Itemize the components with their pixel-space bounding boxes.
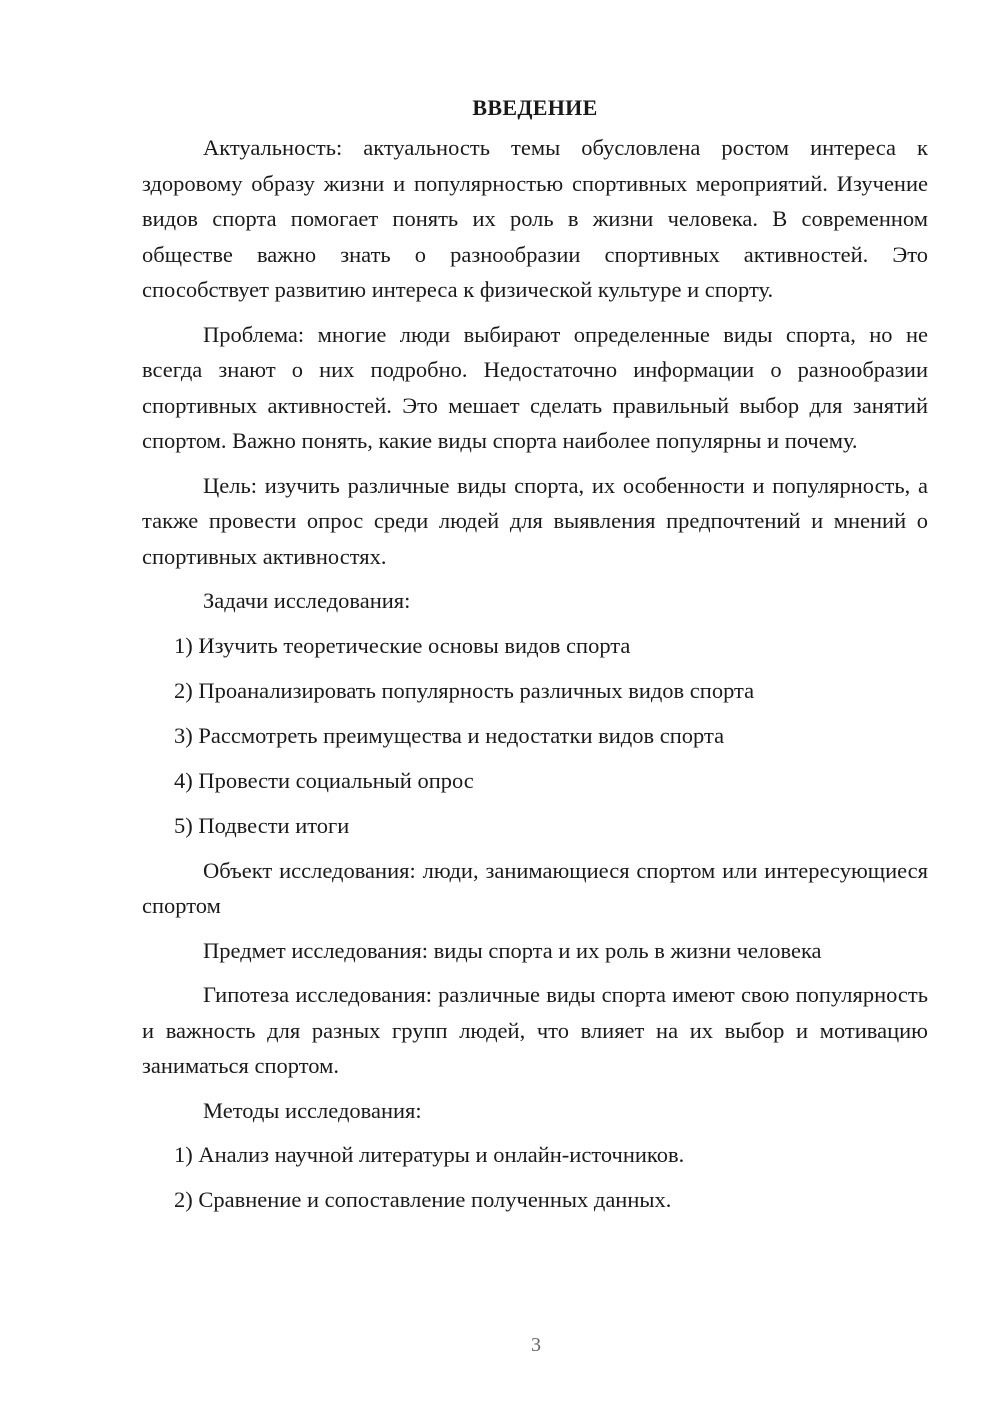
tasks-heading: Задачи исследования: xyxy=(203,588,411,613)
problem-paragraph: Проблема: многие люди выбирают определенные виды спорта, но не всегда знают о них подробно. Недостаточно информации о разнообразии спортивных активностей. Это мешает сделать правильный выбор для занятий спортом. Важно понять, какие виды спорта наиболее популярны и почему. xyxy=(142,321,928,453)
document-page xyxy=(142,93,928,1227)
relevance-paragraph: Актуальность: актуальность темы обусловлена ростом интереса к здоровому образу жизни и популярностью спортивных мероприятий. Изучение видов спорта помогает понять их роль в жизни человека. В современном обществе важно знать о разнообразии спортивных активностей. Это способствует развитию интереса к физической культуре и спорту. xyxy=(142,135,928,302)
list-item: 2) Сравнение и сопоставление полученных данных. xyxy=(174,1187,672,1212)
goal-paragraph: Цель: изучить различные виды спорта, их особенности и популярность, а также провести опрос среди людей для выявления предпочтений и мнений о спортивных активностях. xyxy=(142,472,928,569)
hypothesis-paragraph: Гипотеза исследования: различные виды спорта имеют свою популярность и важность для разных групп людей, что влияет на их выбор и мотивацию заниматься спортом. xyxy=(142,982,928,1078)
list-item: 4) Провести социальный опрос xyxy=(174,767,474,793)
list-item: 2) Проанализировать популярность различных видов спорта xyxy=(174,677,755,703)
tasks-list xyxy=(142,628,928,844)
subject-paragraph: Предмет исследования: виды спорта и их роль в жизни человека xyxy=(203,937,822,963)
list-item: 5) Подвести итоги xyxy=(174,812,350,838)
list-item: 3) Рассмотреть преимущества и недостатки видов спорта xyxy=(174,722,725,748)
list-item: 1) Изучить теоретические основы видов спорта xyxy=(174,632,631,658)
page-title: ВВЕДЕНИЕ xyxy=(472,95,598,120)
object-paragraph: Объект исследования: люди, занимающиеся спортом или интересующиеся спортом xyxy=(142,857,928,918)
list-item: 1) Анализ научной литературы и онлайн-источников. xyxy=(174,1142,685,1167)
methods-heading: Методы исследования: xyxy=(203,1097,422,1123)
methods-list xyxy=(142,1137,928,1218)
page-number: 3 xyxy=(531,1334,541,1356)
